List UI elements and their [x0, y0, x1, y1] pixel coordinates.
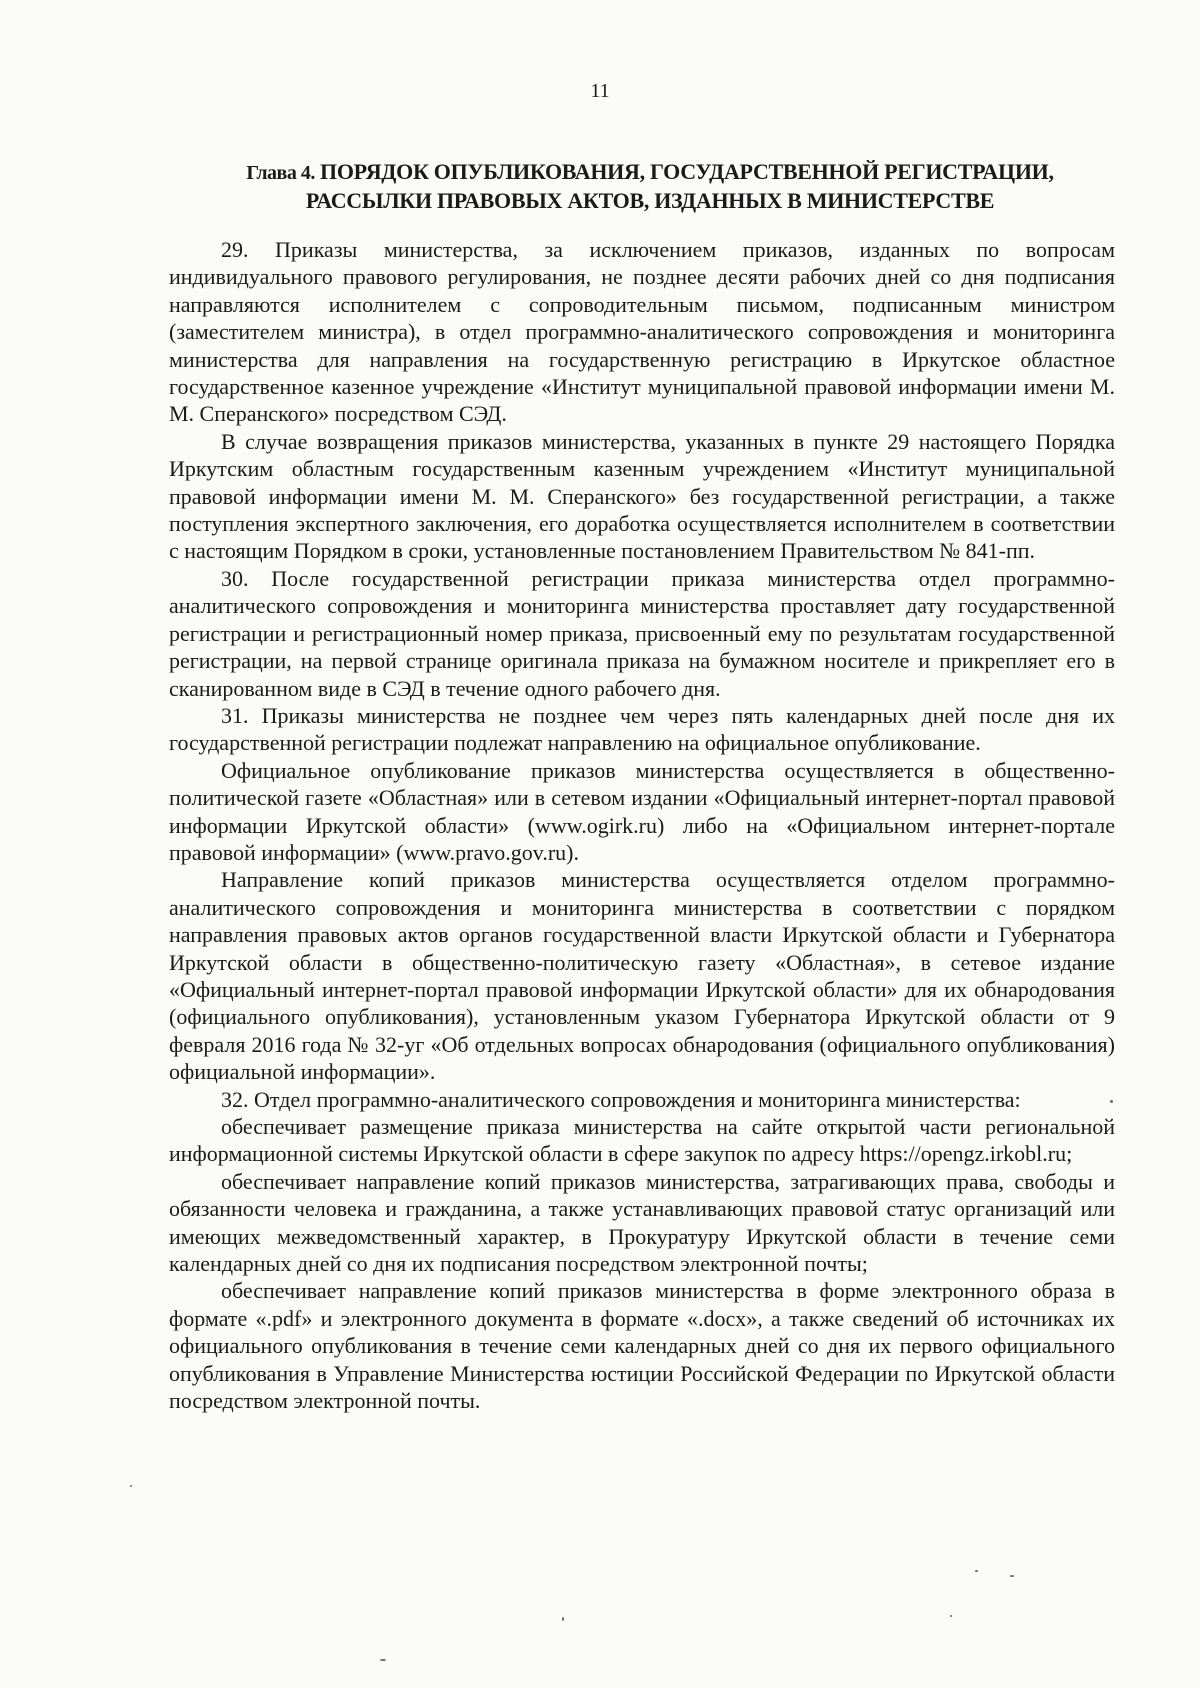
chapter-prefix: Глава 4. — [246, 162, 315, 184]
paragraph-32-item-3: обеспечивает направление копий приказов министерства в форме электронного образа в формате «.pdf» и электронного документа в формате «.docx», а также сведений об источниках их официального опубликования в течение семи календарных дней со дня их первого официального опубликования в Управление Министерства юстиции Российской Федерации по Иркутской области посредством электронной почты. — [169, 1278, 1115, 1414]
scan-speck — [975, 1570, 978, 1572]
paragraph-29-return: В случае возвращения приказов министерства, указанных в пункте 29 настоящего Порядка Иркутским областным государственным казенным учреждением «Институт муниципальной правовой информации имени М. М. Сперанского» без государственной регистрации, а также поступления экспертного заключения, его доработка осуществляется исполнителем в соответствии с настоящим Порядком в сроки, установленные постановлением Правительством № 841-пп. — [169, 428, 1115, 564]
page-number: 11 — [590, 80, 610, 102]
paragraph-31: 31. Приказы министерства не позднее чем через пять календарных дней после дня их государственной регистрации подлежат направлению на официальное опубликование. — [169, 702, 1115, 756]
chapter-title-line-1: ПОРЯДОК ОПУБЛИКОВАНИЯ, ГОСУДАРСТВЕННОЙ РЕГИСТРАЦИИ, — [320, 159, 1054, 184]
chapter-title — [190, 158, 1110, 215]
scan-speck — [950, 1615, 952, 1617]
scan-speck — [562, 1617, 564, 1621]
paragraph-31-copies: Направление копий приказов министерства осуществляется отделом программно-аналитического сопровождения и мониторинга министерства в соответствии с порядком направления правовых актов органов государственной власти Иркутской области и Губернатора Иркутской области в общественно-политическую газету «Областная», в сетевое издание «Официальный интернет-портал правовой информации Иркутской области» для их обнародования (официального опубликования), установленным указом Губернатора Иркутской области от 9 февраля 2016 года № 32-уг «Об отдельных вопросах обнародования (официального опубликования) официальной информации». — [169, 867, 1115, 1085]
paragraph-32-item-1: обеспечивает размещение приказа министерства на сайте открытой части региональной информационной системы Иркутской области в сфере закупок по адресу https://opengz.irkobl.ru; — [169, 1114, 1115, 1167]
scan-speck — [1010, 1575, 1014, 1577]
paragraph-29: 29. Приказы министерства, за исключением приказов, изданных по вопросам индивидуального правового регулирования, не позднее десяти рабочих дней со дня подписания направляются исполнителем с сопроводительным письмом, подписанным министром (заместителем министра), в отдел программно-аналитического сопровождения и мониторинга министерства для направления на государственную регистрацию в Иркутское областное государственное казенное учреждение «Институт муниципальной правовой информации имени М. М. Сперанского» посредством СЭД. — [169, 237, 1115, 427]
chapter-title-line-2: РАССЫЛКИ ПРАВОВЫХ АКТОВ, ИЗДАННЫХ В МИНИСТЕРСТВЕ — [305, 188, 995, 213]
paragraph-31-publication: Официальное опубликование приказов министерства осуществляется в общественно-политической газете «Областная» или в сетевом издании «Официальный интернет-портал правовой информации Иркутской области» (www.ogirk.ru) либо на «Официальном интернет-портале правовой информации» (www.pravo.gov.ru). — [169, 757, 1115, 865]
scan-speck — [380, 1659, 386, 1661]
scan-speck — [130, 1485, 132, 1487]
scan-speck — [1110, 1100, 1113, 1103]
paragraph-32-item-2: обеспечивает направление копий приказов министерства, затрагивающих права, свободы и обязанности человека и гражданина, а также устанавливающих правовой статус организаций или имеющих межведомственный характер, в Прокуратуру Иркутской области в течение семи календарных дней со дня их подписания посредством электронной почты; — [169, 1168, 1115, 1277]
paragraph-30: 30. После государственной регистрации приказа министерства отдел программно-аналитического сопровождения и мониторинга министерства проставляет дату государственной регистрации и регистрационный номер приказа, присвоенный ему по результатам государственной регистрации, на первой странице оригинала приказа на бумажном носителе и прикрепляет его в сканированном виде в СЭД в течение одного рабочего дня. — [169, 565, 1115, 701]
paragraph-32: 32. Отдел программно-аналитического сопровождения и мониторинга министерства: — [221, 1086, 1021, 1112]
body-text — [169, 236, 1115, 1414]
